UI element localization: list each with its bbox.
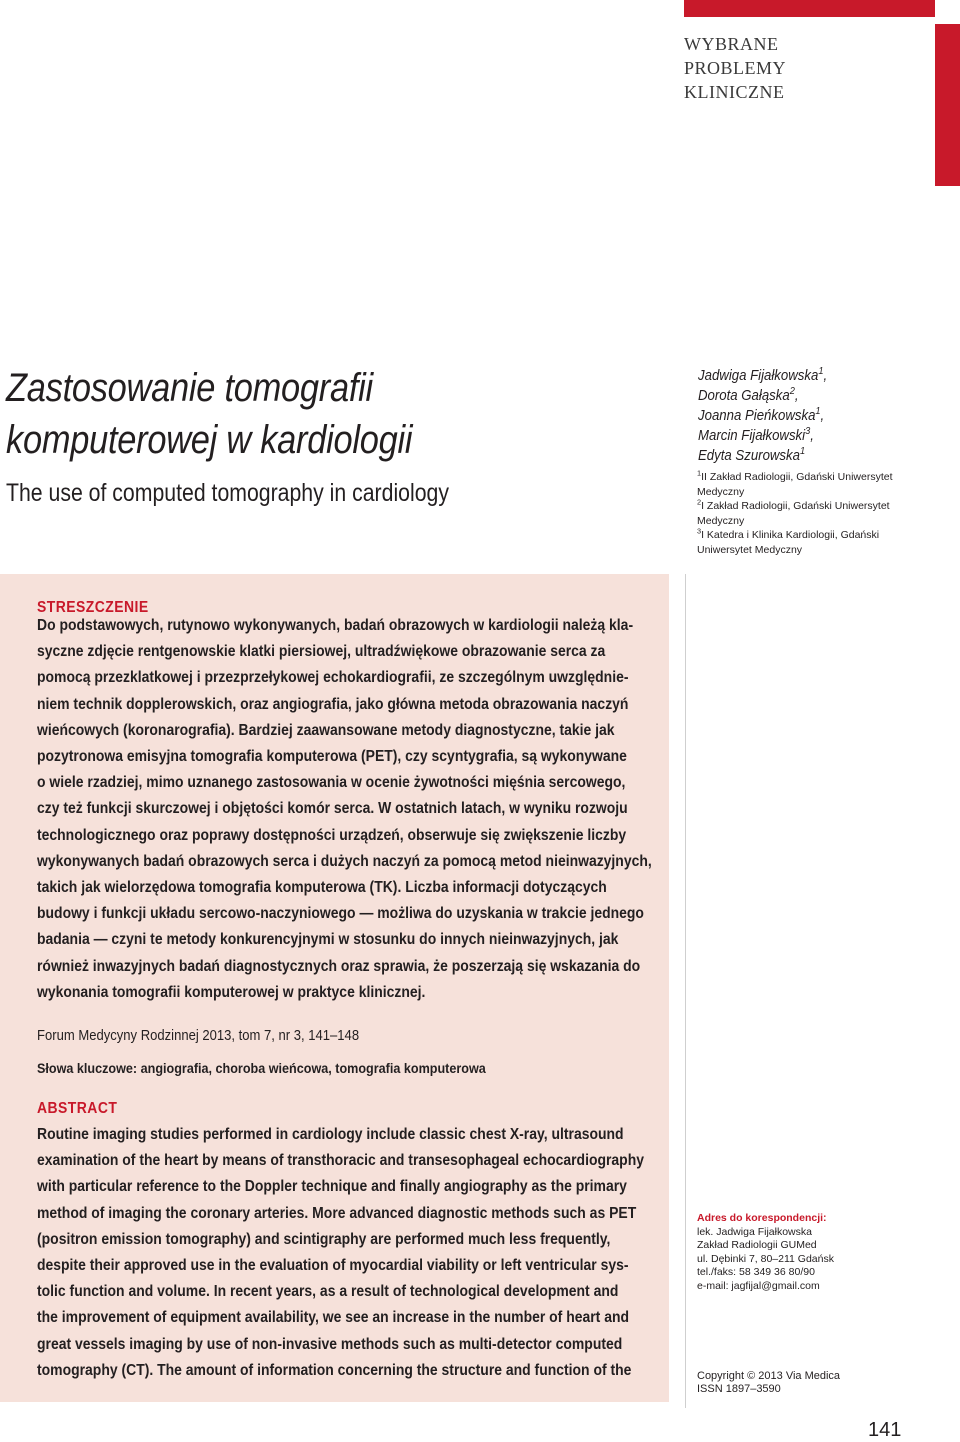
text-line: budowy i funkcji układu sercowo-naczyniowego — możliwa do uzyskania w trakcie jednego — [37, 905, 644, 923]
author-name-text: Jadwiga Fijałkowska — [698, 367, 819, 384]
section-tag — [684, 32, 786, 104]
author-sep: , — [820, 407, 825, 424]
copyright-line: Copyright © 2013 Via Medica — [697, 1370, 841, 1382]
text-line: despite their approved use in the evaluation of myocardial viability or left ventricular sys- — [37, 1257, 629, 1275]
text-line: niem technik dopplerowskich, oraz angiografia, jako główna metoda obrazowania naczyń — [37, 695, 629, 713]
section-tag-line: KLINICZNE — [684, 82, 785, 102]
author-sup: 1 — [818, 365, 824, 377]
affiliation — [697, 470, 933, 499]
article-title-pl — [6, 362, 556, 466]
affiliation-sup: 1 — [697, 468, 702, 478]
affiliations — [697, 470, 933, 557]
correspondence — [697, 1212, 834, 1293]
citation: Forum Medycyny Rodzinnej 2013, tom 7, nr 3, 141–148 — [37, 1028, 360, 1044]
text-line: wieńcowych (koronarografia). Bardziej zaawansowane metody diagnostyczne, takie jak — [37, 721, 615, 739]
author-line — [698, 446, 827, 466]
text-line: (positron emission tomography) and scintigraphy are performed much less frequently, — [37, 1230, 611, 1248]
author-name-text: Dorota Gałąska — [698, 387, 790, 404]
author-sup: 1 — [815, 405, 821, 417]
correspondence-line: Zakład Radiologii GUMed — [697, 1239, 817, 1251]
text-line: Do podstawowych, rutynowo wykonywanych, badań obrazowych w kardiologii należą kla- — [37, 617, 634, 634]
text-line: wykonania tomografii komputerowej w praktyce klinicznej. — [37, 983, 426, 1001]
streszczenie-heading: STRESZCZENIE — [37, 599, 149, 616]
affiliation-sup: 2 — [697, 497, 702, 507]
text-line: tolic function and volume. In recent years, as a result of technological development and — [37, 1283, 619, 1301]
red-bar-top — [684, 0, 935, 17]
author-sep: , — [823, 367, 828, 384]
affiliation — [697, 528, 933, 557]
copyright — [697, 1370, 840, 1396]
author-line — [698, 426, 827, 446]
text-line: syczne zdjęcie rentgenowskie klatki piersiowej, ultradźwiękowe obrazowanie serca za — [37, 643, 606, 661]
text-line: pomocą przezklatkowej i przezprzełykowej echokardiografii, ze szczególnym uwzględnie- — [37, 669, 629, 687]
author-name-text: Edyta Szurowska — [698, 447, 800, 464]
article-title-en: The use of computed tomography in cardiology — [6, 479, 449, 507]
title-line: Zastosowanie tomografii — [6, 366, 373, 410]
text-line: examination of the heart by means of transthoracic and transesophageal echocardiography — [37, 1152, 644, 1170]
author-sup: 1 — [799, 445, 806, 457]
text-line: wykonywanych badań obrazowych serca i dużych naczyń za pomocą metod nieinwazyjnych, — [37, 852, 652, 870]
author-name-text: Marcin Fijałkowski — [698, 427, 806, 444]
text-line: czy też funkcji skurczowej i objętości komór serca. W ostatnich latach, w wyniku rozwoju — [37, 800, 628, 818]
author-line — [698, 406, 827, 426]
text-line: method of imaging the coronary arteries. More advanced diagnostic methods such as PET — [37, 1204, 637, 1222]
page-number: 141 — [868, 1419, 902, 1441]
text-line: with particular reference to the Doppler technique and finally angiography as the primary — [37, 1178, 627, 1196]
affiliation-text: I Zakład Radiologii, Gdański Uniwersytet Medyczny — [697, 500, 890, 527]
author-sup: 2 — [789, 385, 795, 397]
abstract-heading: ABSTRACT — [37, 1100, 118, 1117]
correspondence-label: Adres do korespondencji: — [697, 1212, 827, 1224]
text-line: great vessels imaging by use of non-invasive methods such as multi-detector computed — [37, 1335, 623, 1353]
keywords: Słowa kluczowe: angiografia, choroba wieńcowa, tomografia komputerowa — [37, 1060, 486, 1076]
title-line: komputerowej w kardiologii — [6, 418, 413, 462]
section-tag-line: PROBLEMY — [684, 58, 787, 78]
text-line: Routine imaging studies performed in cardiology include classic chest X-ray, ultrasound — [37, 1126, 624, 1143]
affiliation-sup: 3 — [697, 526, 702, 536]
text-line: badania — czyni te metody konkurencyjnymi w stosunku do innych nieinwazyjnych, jak — [37, 931, 619, 949]
issn-line: ISSN 1897–3590 — [697, 1383, 781, 1395]
author-line — [698, 366, 827, 386]
affiliation-text: I Katedra i Klinika Kardiologii, Gdański Uniwersytet Medyczny — [697, 529, 880, 556]
text-line: takich jak wielorzędowa tomografia komputerowa (TK). Liczba informacji dotyczących — [37, 879, 607, 897]
column-divider — [685, 574, 686, 1408]
author-sup: 3 — [805, 425, 811, 437]
affiliation — [697, 499, 933, 528]
correspondence-line: ul. Dębinki 7, 80–211 Gdańsk — [697, 1252, 834, 1265]
red-bar-right — [935, 24, 960, 186]
correspondence-email: e-mail: jagfijal@gmail.com — [697, 1279, 820, 1292]
author-sep: , — [794, 387, 799, 404]
correspondence-line: lek. Jadwiga Fijałkowska — [697, 1225, 812, 1238]
streszczenie-body — [37, 613, 652, 1006]
section-tag-line: WYBRANE — [684, 34, 779, 54]
author-list — [698, 366, 827, 466]
author-sep: , — [810, 427, 814, 444]
author-name-text: Joanna Pieńkowska — [698, 407, 816, 424]
text-line: o wiele rzadziej, mimo uznanego zastosowania w ocenie żywotności mięśnia sercowego, — [37, 774, 626, 792]
text-line: pozytronowa emisyjna tomografia komputerowa (PET), czy scyntygrafia, są wykonywane — [37, 748, 627, 766]
text-line: tomography (CT). The amount of information concerning the structure and function of the — [37, 1361, 632, 1379]
affiliation-text: II Zakład Radiologii, Gdański Uniwersytet Medyczny — [697, 471, 893, 498]
text-line: również inwazyjnych badań diagnostycznych oraz sprawia, że poszerzają się wskazania do — [37, 957, 641, 975]
text-line: technologicznego oraz poprawy dostępności urządzeń, obserwuje się zwiększenie liczby — [37, 826, 627, 844]
abstract-body — [37, 1122, 644, 1384]
author-line — [698, 386, 827, 406]
text-line: the improvement of equipment availability, we see an increase in the number of heart and — [37, 1309, 630, 1327]
correspondence-line: tel./faks: 58 349 36 80/90 — [697, 1266, 815, 1278]
